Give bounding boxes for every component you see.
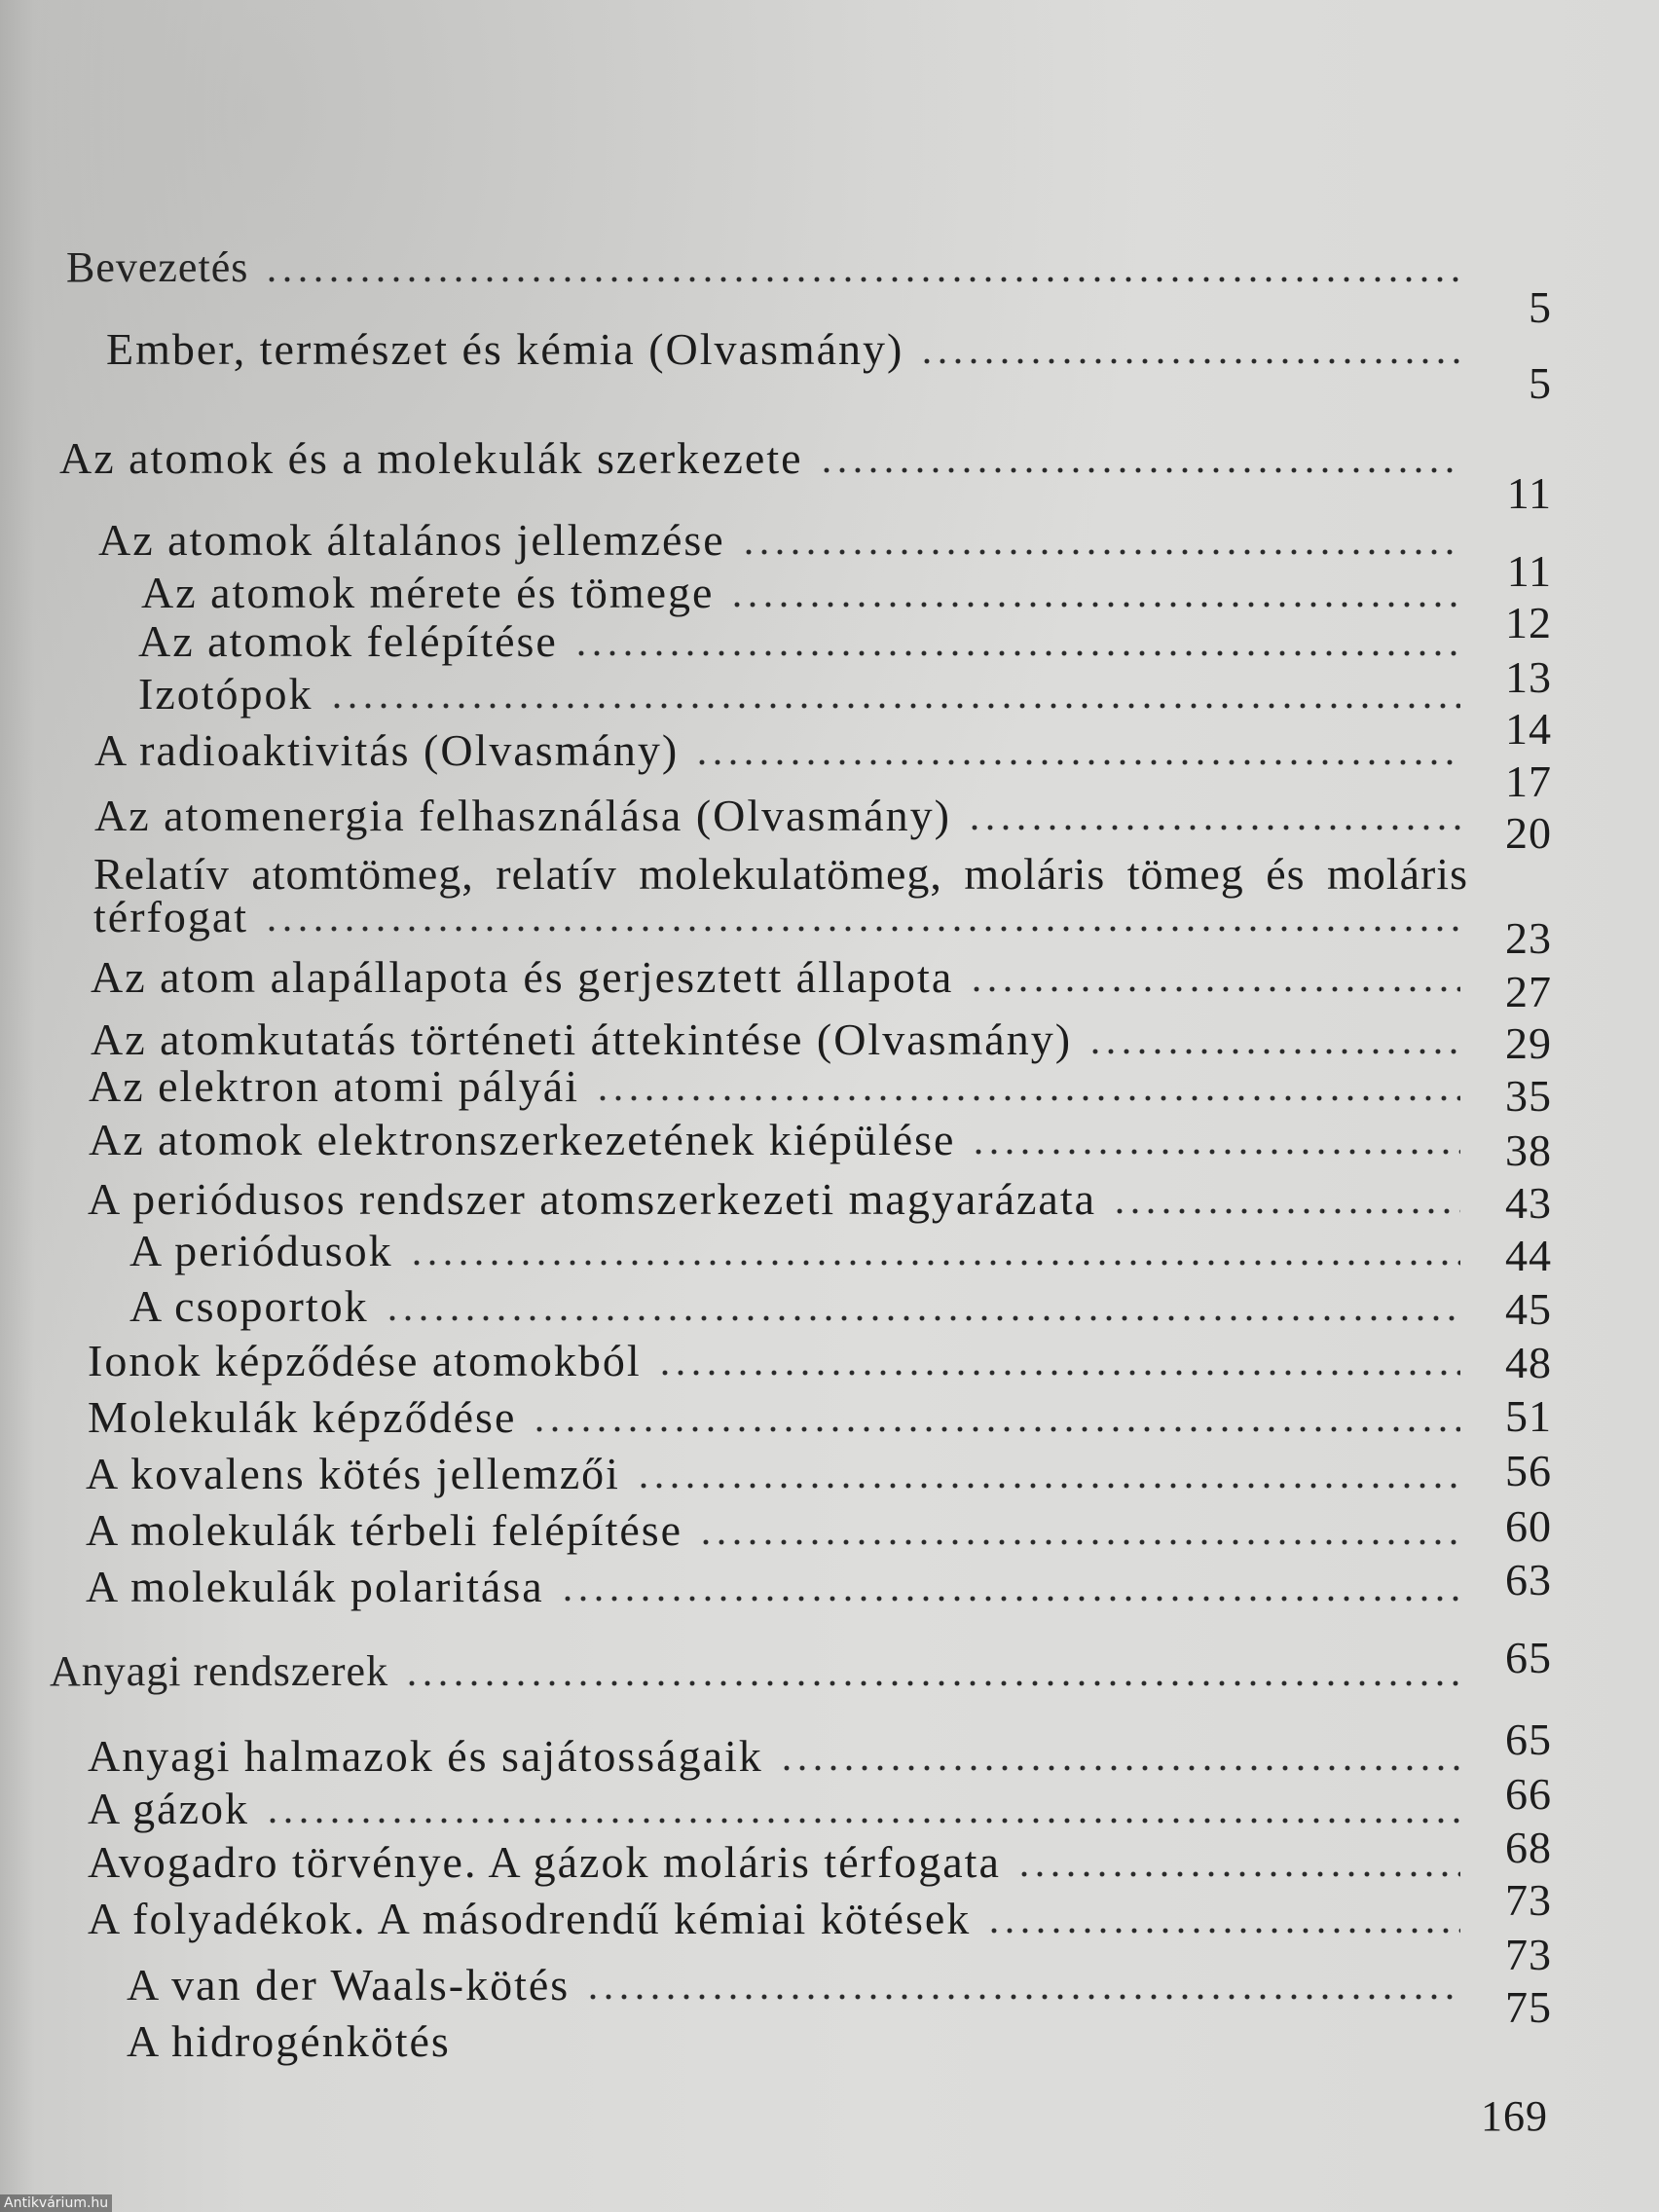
toc-entry: [94, 724, 1460, 777]
dot-leader: [595, 1094, 1460, 1102]
toc-entry-title: A van der Waals-kötés: [127, 1960, 571, 2009]
toc-page-number: 12: [1505, 598, 1552, 647]
dot-leader: [1112, 1207, 1460, 1215]
toc-page-number: 60: [1505, 1501, 1552, 1551]
dot-leader: [729, 601, 1460, 608]
toc-subentry: [127, 2015, 1460, 2068]
dot-leader: [694, 758, 1460, 766]
dot-leader: [986, 1927, 1460, 1935]
toc-page-number: 23: [1505, 913, 1552, 963]
page-folio-number: 169: [1481, 2092, 1548, 2140]
dot-leader: [585, 1993, 1460, 2001]
toc-entry-title: A csoportok: [129, 1281, 369, 1331]
toc-entry-title: Az atomok általános jellemzése: [98, 515, 725, 565]
dot-leader: [265, 1817, 1460, 1825]
dot-leader: [264, 925, 1460, 933]
dot-leader: [698, 1538, 1460, 1546]
dot-leader: [919, 357, 1460, 365]
toc-page-number: 68: [1505, 1823, 1552, 1872]
toc-page-number: 56: [1505, 1446, 1552, 1495]
toc-entry: [94, 790, 1460, 842]
toc-entry-title: Az elektron atomi pályái: [89, 1061, 580, 1111]
dot-leader: [1016, 1870, 1460, 1878]
toc-section-heading: [66, 241, 1460, 294]
toc-entry-title: Avogadro törvénye. A gázok moláris térfogata: [88, 1837, 1001, 1887]
toc-entry-title-line1: Relatív atomtömeg, relatív molekulatömeg, moláris tömeg és moláris: [93, 849, 1468, 899]
toc-entry-title: Az atom alapállapota és gerjesztett állapota: [91, 952, 954, 1002]
toc-entry-title: Az atomkutatás történeti áttekintése (Olvasmány): [91, 1014, 1073, 1064]
toc-entry-title: Az atomok és a molekulák szerkezete: [59, 433, 803, 483]
toc-page-number: 66: [1505, 1769, 1552, 1819]
toc-entry: [86, 1448, 1460, 1500]
toc-entry-title: A gázok: [88, 1784, 250, 1833]
toc-subentry: [138, 668, 1460, 720]
toc-page-number: 38: [1505, 1125, 1552, 1175]
dot-leader: [779, 1764, 1460, 1772]
toc-entry-title: A periódusok: [129, 1226, 393, 1275]
dot-leader: [329, 702, 1460, 710]
dot-leader: [264, 276, 1460, 283]
toc-entry-title: Ember, természet és kémia (Olvasmány): [106, 324, 904, 374]
toc-entry: [91, 951, 1460, 1004]
dot-leader: [1088, 1048, 1460, 1055]
toc-entry: [88, 1836, 1460, 1889]
dot-leader: [409, 1259, 1460, 1267]
dot-leader: [657, 1369, 1460, 1377]
dot-leader: [741, 548, 1460, 556]
toc-entry-title: Molekulák képződése: [88, 1392, 517, 1442]
toc-entry: [89, 1114, 1460, 1166]
toc-subentry: [141, 567, 1460, 619]
toc-entry-title: Izotópok: [138, 669, 313, 719]
toc-page-number: 11: [1506, 468, 1552, 518]
dot-leader: [532, 1425, 1460, 1433]
toc-page-number: 63: [1505, 1555, 1552, 1604]
toc-entry: [86, 1504, 1460, 1557]
toc-page-number: 11: [1506, 546, 1552, 596]
toc-entry-title: A hidrogénkötés: [127, 2016, 451, 2066]
toc-entry: [88, 1783, 1460, 1835]
toc-subentry: [138, 615, 1460, 668]
toc-page-number: 65: [1505, 1633, 1552, 1682]
toc-page-number: 5: [1529, 358, 1552, 408]
toc-subentry: [127, 1959, 1460, 2011]
toc-page-number: 44: [1505, 1231, 1552, 1280]
toc-entry: [88, 1173, 1460, 1226]
dot-leader: [819, 466, 1460, 474]
dot-leader: [969, 985, 1460, 993]
dot-leader: [636, 1482, 1460, 1490]
watermark: Antikvárium.hu: [0, 2194, 112, 2212]
toc-page-number: 48: [1505, 1338, 1552, 1387]
toc-page-number: 5: [1529, 282, 1552, 332]
toc-entry: [106, 323, 1460, 376]
toc-entry-title: A folyadékok. A másodrendű kémiai kötések: [88, 1894, 972, 1943]
toc-entry-title: A radioaktivitás (Olvasmány): [94, 725, 680, 775]
toc-entry-title: Ionok képződése atomokból: [88, 1336, 642, 1385]
toc-page-number: 75: [1505, 1982, 1552, 2032]
toc-entry-title: Az atomok felépítése: [138, 616, 558, 666]
toc-subentry: [129, 1225, 1460, 1277]
toc-entry-title: A periódusos rendszer atomszerkezeti magyarázata: [88, 1174, 1097, 1224]
toc-entry: [91, 1014, 1460, 1066]
toc-page-number: 45: [1505, 1284, 1552, 1334]
dot-leader: [404, 1679, 1460, 1687]
toc-page-number: 29: [1505, 1018, 1552, 1068]
toc-page-number: 35: [1505, 1071, 1552, 1121]
toc-entry-title: Az atomok elektronszerkezetének kiépülése: [89, 1115, 956, 1164]
toc-entry-title: Anyagi rendszerek: [50, 1647, 389, 1695]
toc-entry-title: Bevezetés: [66, 243, 249, 291]
toc-page-number: 73: [1505, 1930, 1552, 1979]
toc-page-number: 14: [1505, 704, 1552, 754]
toc-entry: [89, 1060, 1460, 1113]
toc-chapter: [59, 432, 1460, 485]
toc-page-number: 51: [1505, 1391, 1552, 1441]
dot-leader: [971, 1148, 1460, 1156]
toc-page-number: 20: [1505, 808, 1552, 858]
toc-page-number: 43: [1505, 1178, 1552, 1228]
toc-entry-title: A kovalens kötés jellemzői: [86, 1449, 620, 1498]
dot-leader: [967, 824, 1460, 831]
dot-leader: [560, 1595, 1460, 1603]
toc-entry: [86, 1561, 1460, 1613]
toc-subentry: [129, 1280, 1460, 1333]
dot-leader: [573, 649, 1460, 657]
toc-entry: [88, 1391, 1460, 1444]
toc-entry-title: A molekulák térbeli felépítése: [86, 1505, 683, 1555]
toc-entry: [98, 514, 1460, 567]
toc-entry: [88, 1730, 1460, 1783]
toc-entry-title: Az atomenergia felhasználása (Olvasmány): [94, 791, 951, 840]
toc-section-heading: [50, 1645, 1460, 1698]
toc-entry: [93, 891, 1460, 943]
toc-entry: [88, 1335, 1460, 1387]
toc-page-number: 65: [1505, 1714, 1552, 1764]
toc-page-number: 13: [1505, 652, 1552, 702]
toc-entry-title-line2: térfogat: [93, 892, 249, 941]
toc-page-number: 73: [1505, 1875, 1552, 1925]
toc-page-number: 17: [1505, 756, 1552, 806]
dot-leader: [385, 1314, 1460, 1322]
toc-entry: [88, 1893, 1460, 1945]
toc-entry-title: Az atomok mérete és tömege: [141, 568, 715, 617]
toc-entry-title: A molekulák polaritása: [86, 1562, 544, 1611]
toc-page-number: 27: [1505, 967, 1552, 1016]
toc-entry-title: Anyagi halmazok és sajátosságaik: [88, 1731, 763, 1781]
